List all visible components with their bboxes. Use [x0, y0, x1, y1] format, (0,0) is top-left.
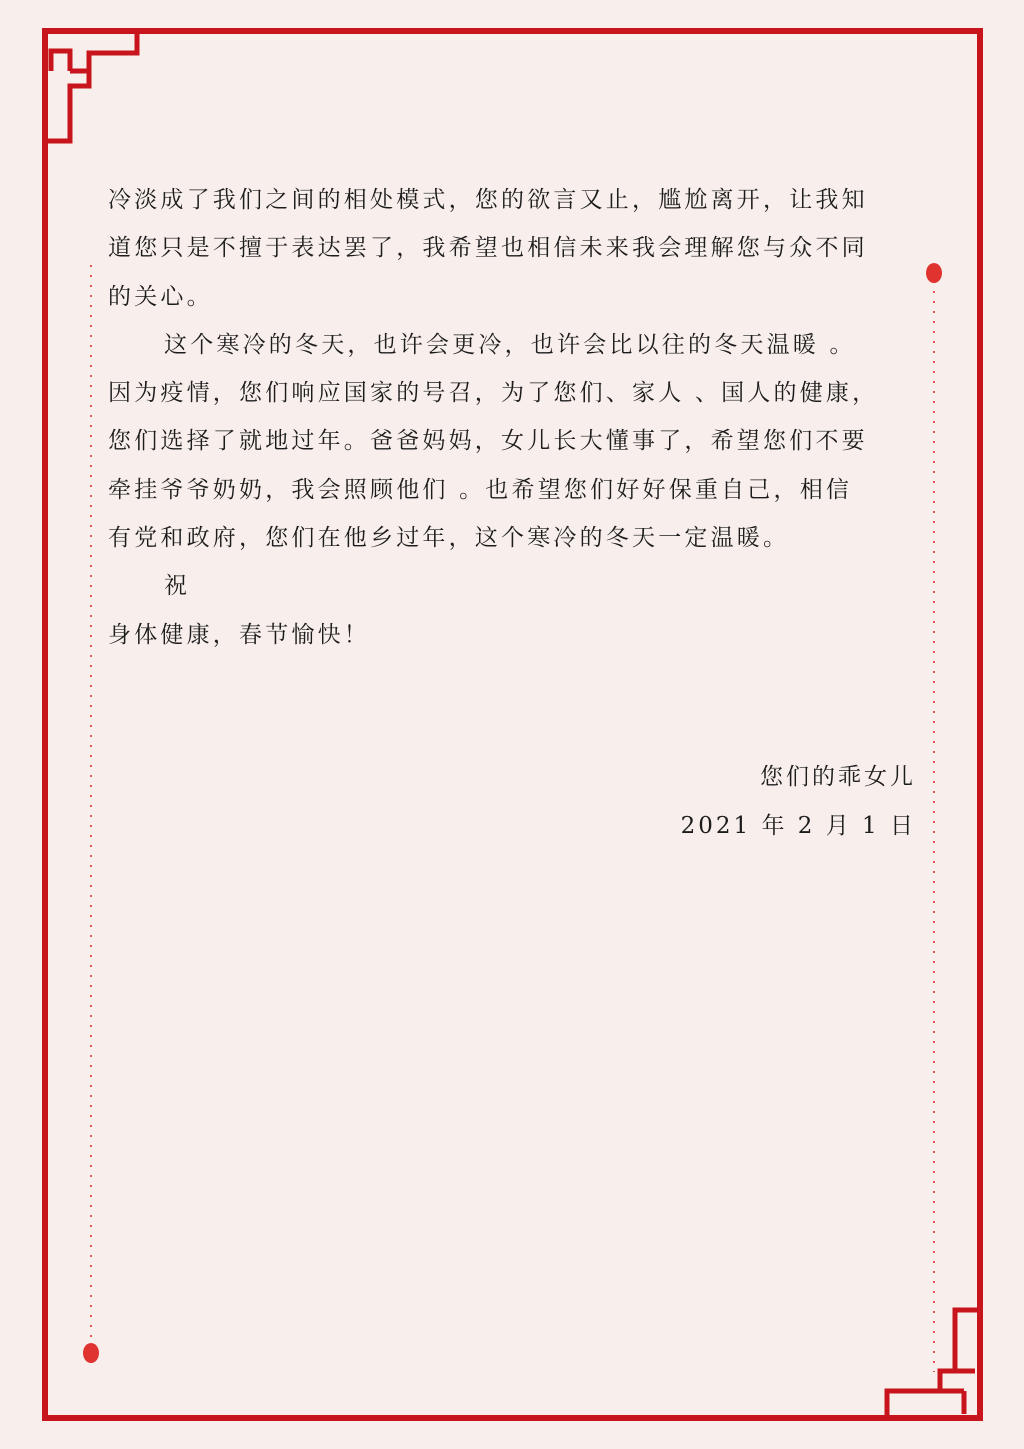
guide-dot-left: [83, 1343, 99, 1363]
letter-line: 有党和政府，您们在他乡过年，这个寒冷的冬天一定温暖。: [108, 525, 790, 552]
letter-line: 的关心。: [108, 283, 213, 310]
letter-line: 牵挂爷爷奶奶，我会照顾他们 。也希望您们好好保重自己，相信: [108, 476, 853, 503]
letter-line: 道您只是不擅于表达罢了，我希望也相信未来我会理解您与众不同: [108, 235, 868, 262]
letter-line: 这个寒冷的冬天，也许会更冷，也许会比以往的冬天温暖 。: [164, 331, 856, 358]
letter-line: 冷淡成了我们之间的相处模式，您的欲言又止，尴尬离开，让我知: [108, 187, 868, 213]
guide-dot-right: [926, 263, 942, 283]
letter-date: 2021 年 2 月 1 日: [680, 813, 916, 839]
letter-body: [108, 176, 918, 659]
letter-line: 您们选择了就地过年。爸爸妈妈，女儿长大懂事了，希望您们不要: [108, 428, 868, 455]
greeting-line: 祝: [164, 573, 191, 600]
corner-ornament-bottom-right: [887, 1310, 978, 1416]
signoff: [681, 753, 916, 851]
corner-ornament-top-left: [45, 33, 137, 141]
sender-name: 您们的乖女儿: [760, 764, 916, 790]
letter-line: 因为疫情，您们响应国家的号召，为了您们、家人 、国人的健康，: [108, 380, 879, 407]
wishes-line: 身体健康，春节愉快！: [108, 621, 370, 648]
